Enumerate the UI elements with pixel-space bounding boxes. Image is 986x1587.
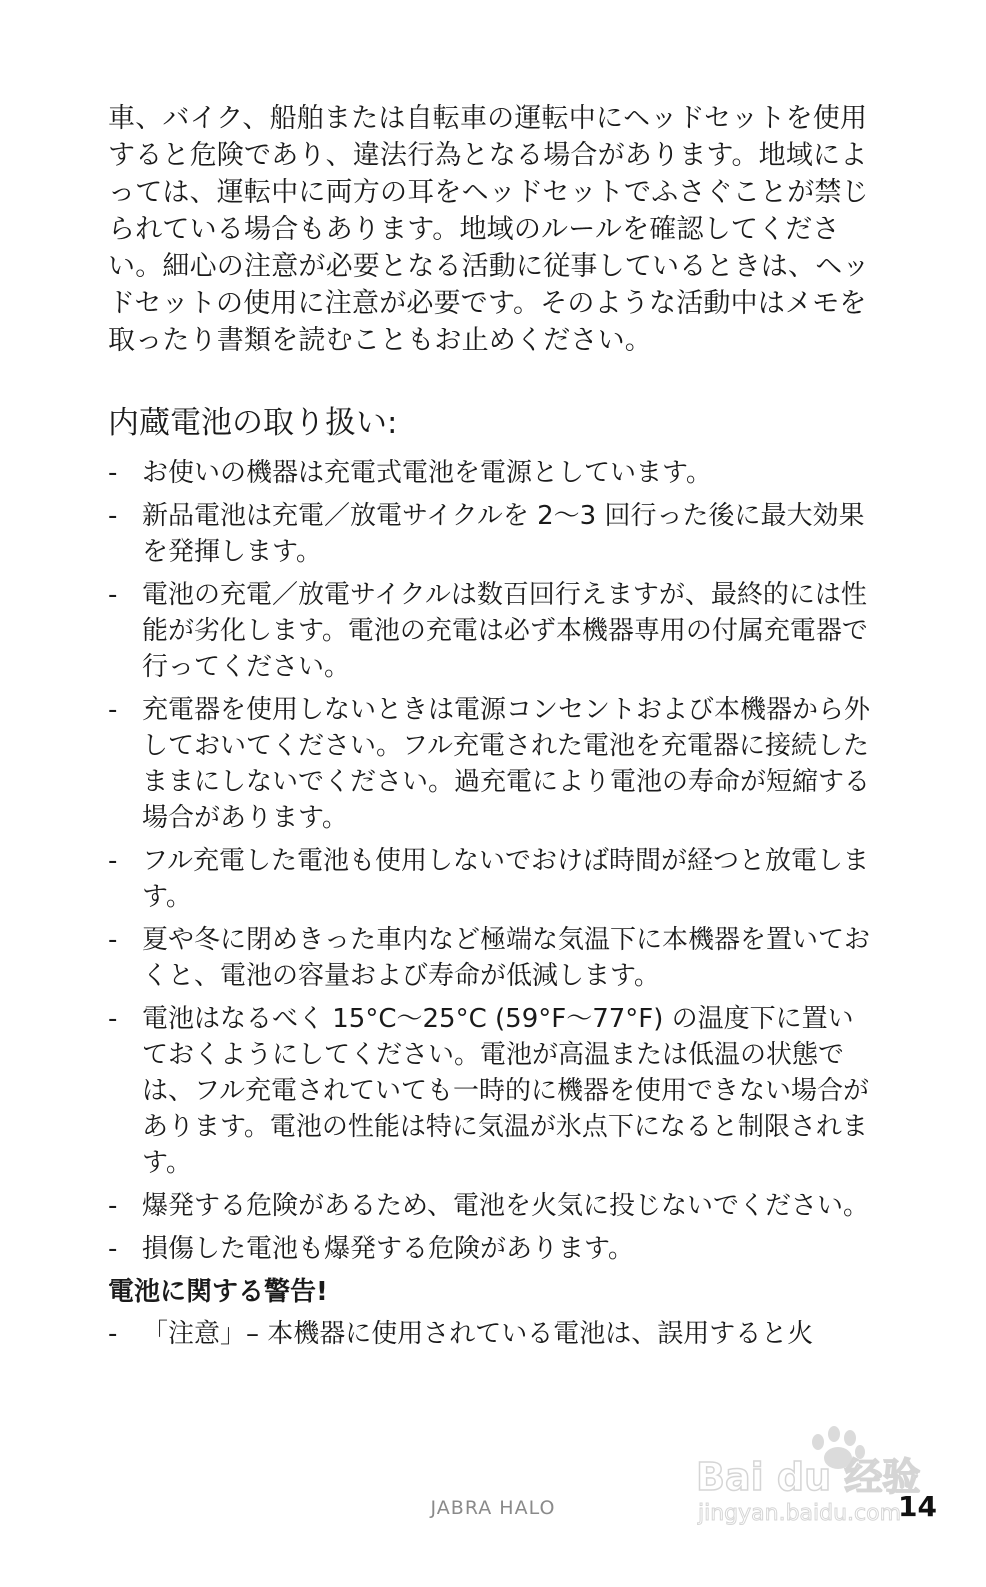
watermark-logo-text: Bai du 经验 [696, 1455, 921, 1499]
list-item [108, 1001, 870, 1181]
list-item [108, 577, 870, 685]
list-item-text: 爆発する危険があるため、電池を火気に投じないでください。 [142, 1191, 869, 1221]
warning-bullet-list [108, 1316, 870, 1352]
bullet-dash: - [108, 1191, 118, 1221]
list-item [108, 922, 870, 994]
list-item-text: 夏や冬に閉めきった車内など極端な気温下に本機器を置いておくと、電池の容量および寿命が低減します。 [142, 925, 871, 991]
list-item-text: 充電器を使用しないときは電源コンセントおよび本機器から外しておいてください。フル充電された電池を充電器に接続したままにしないでください。過充電により電池の寿命が短縮する場合があります。 [142, 695, 871, 833]
section-heading: 内蔵電池の取り扱い: [108, 405, 398, 441]
watermark-url-text: jingyan.baidu.com [698, 1501, 902, 1526]
list-item [108, 1316, 870, 1352]
list-item-text: 新品電池は充電／放電サイクルを 2〜3 回行った後に最大効果を発揮します。 [142, 501, 865, 567]
warning-heading: 電池に関する警告! [108, 1277, 328, 1307]
bullet-dash: - [108, 846, 118, 876]
intro-paragraph: 車、バイク、船舶または自転車の運転中にヘッドセットを使用すると危険であり、違法行為となる場合があります。地域によっては、運転中に両方の耳をヘッドセットでふさぐことが禁じられている場合もあります。地域のルールを確認してください。細心の注意が必要となる活動に従事しているときは、ヘッドセットの使用に注意が必要です。そのような活動中はメモを取ったり書類を読むこともお止めください。 [108, 103, 870, 356]
list-item [108, 498, 870, 570]
bullet-dash: - [108, 501, 118, 531]
footer-brand: JABRA HALO [430, 1497, 556, 1519]
list-item-text: 「注意」– 本機器に使用されている電池は、誤用すると火 [142, 1319, 814, 1349]
bullet-dash: - [108, 458, 118, 488]
battery-bullet-list [108, 455, 870, 1267]
bullet-dash: - [108, 925, 118, 955]
bullet-dash: - [108, 1234, 118, 1264]
list-item-text: 電池の充電／放電サイクルは数百回行えますが、最終的には性能が劣化します。電池の充電は必ず本機器専用の付属充電器で行ってください。 [142, 580, 868, 682]
list-item-text: 損傷した電池も爆発する危険があります。 [142, 1234, 634, 1264]
bullet-dash: - [108, 1004, 118, 1034]
list-item [108, 455, 870, 491]
bullet-dash: - [108, 695, 118, 725]
bullet-dash: - [108, 1319, 118, 1349]
list-item-text: 電池はなるべく 15°C〜25°C (59°F〜77°F) の温度下に置いておくようにしてください。電池が高温または低温の状態では、フル充電されていても一時的に機器を使用できない場合があります。電池の性能は特に気温が氷点下になると制限されます。 [142, 1004, 869, 1178]
page-number: 14 [898, 1490, 937, 1523]
list-item [108, 692, 870, 836]
list-item-text: フル充電した電池も使用しないでおけば時間が経つと放電します。 [142, 846, 869, 912]
list-item [108, 843, 870, 915]
list-item [108, 1188, 870, 1224]
document-page [108, 100, 870, 1359]
list-item [108, 1231, 870, 1267]
list-item-text: お使いの機器は充電式電池を電源としています。 [142, 458, 712, 488]
bullet-dash: - [108, 580, 118, 610]
